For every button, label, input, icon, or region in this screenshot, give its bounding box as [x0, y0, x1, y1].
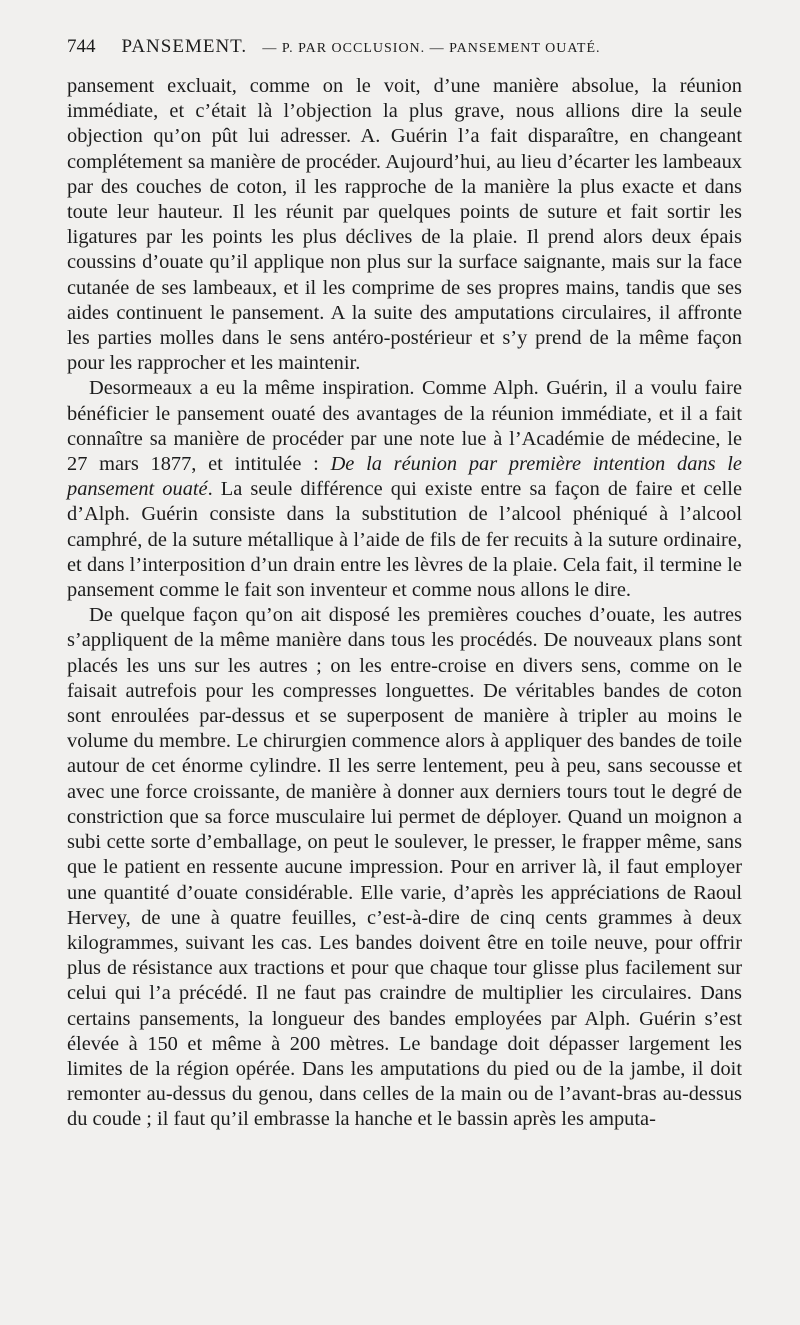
paragraph-text-after: . La seule différence qui existe entre sa façon de faire et celle d’Alph. Guérin consiste dans la substitution de l’alcool phéniqué à l’alcool camphré, de la suture métallique à l’aide de fils de fer recuits à la suture ordinaire, et dans l’interposition d’un drain entre les lèvres de la plaie. Cela fait, il termine le pansement comme le fait son inventeur et comme nous allons le dire.: [67, 478, 742, 602]
running-head-main: PANSEMENT.: [121, 36, 248, 57]
paragraph-text-before: Desormeaux a eu la même inspiration. Comme Alph. Guérin, il a voulu faire bénéficier le pansement ouaté des avantages de la réunion immédiate, et il a fait connaître sa manière de procéder par une note lue à l’Académie de médecine, le 27 mars 1877, et intitulée :: [67, 377, 742, 476]
running-head-sub: — P. PAR OCCLUSION. — PANSEMENT OUATÉ.: [262, 41, 601, 56]
paragraph-application: De quelque façon qu’on ait disposé les premières couches d’ouate, les autres s’appliquent de la même manière dans tous les procédés. De nouveaux plans sont placés les uns sur les autres ; on les entre-croise en divers sens, comme on le faisait autrefois pour les compresses longuettes. De véritables bandes de coton sont enroulées par-dessus et se superposent de manière à tripler au moins le volume du membre. Le chirurgien commence alors à appliquer des bandes de toile autour de cet énorme cylindre. Il les serre lentement, peu à peu, sans secousse et avec une force croissante, de manière à donner aux derniers tours tout le degré de constriction que sa force musculaire lui permet de déployer. Quand un moignon a subi cette sorte d’emballage, on peut le soulever, le presser, le frapper même, sans que le patient en ressente aucune impression. Pour en arriver là, il faut employer une quantité d’ouate considérable. Elle varie, d’après les appréciations de Raoul Hervey, de une à quatre feuilles, c’est-à-dire de cinq cents grammes à deux kilogrammes, suivant les cas. Les bandes doivent être en toile neuve, pour offrir plus de résistance aux tractions et pour que chaque tour glisse plus facilement sur celui qui l’a précédé. Il ne faut pas craindre de multiplier les circulaires. Dans certains pansements, la longueur des bandes employées par Alph. Guérin s’est élevée à 150 et même à 200 mètres. Le bandage doit dépasser largement les limites de la région opérée. Dans les amputations du pied ou de la jambe, il doit remonter au-dessus du genou, dans celles de la main ou de l’avant-bras au-dessus du coude ; il faut qu’il embrasse la hanche et le bassin après les amputa-: [67, 604, 742, 1131]
page-number: 744: [67, 36, 96, 57]
note-title: De la réunion par première intention dans le pansement ouaté: [67, 453, 742, 501]
paragraph-desormeaux: [67, 376, 742, 603]
body-text: [67, 74, 742, 1133]
running-head: [122, 36, 601, 58]
page-header: [67, 36, 742, 66]
paragraph-continued: pansement excluait, comme on le voit, d’une manière absolue, la réunion immédiate, et c’était là l’objection la plus grave, nous allions dire la seule objection qu’on pût lui adresser. A. Guérin l’a fait disparaître, en changeant complétement sa manière de procéder. Aujourd’hui, au lieu d’écarter les lambeaux par des couches de coton, il les rapproche de la manière la plus exacte et dans toute leur hauteur. Il les réunit par quelques points de suture et fait sortir les ligatures par les points les plus déclives de la plaie. Il prend alors deux épais coussins d’ouate qu’il applique non plus sur la surface saignante, mais sur la face cutanée de ses lambeaux, et il les comprime de ses propres mains, tandis que ses aides continuent le pansement. A la suite des amputations circulaires, il affronte les parties molles dans le sens antéro-postérieur et s’y prend de la même façon pour les rapprocher et les maintenir.: [67, 75, 742, 375]
